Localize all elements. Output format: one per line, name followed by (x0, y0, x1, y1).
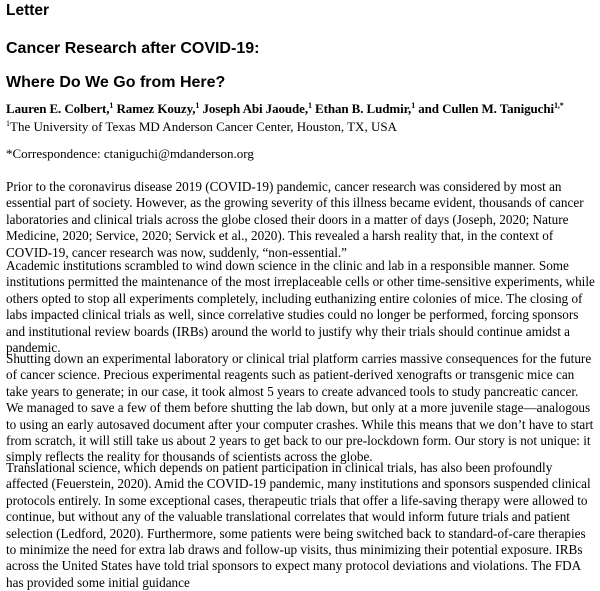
affiliation (6, 119, 397, 135)
body-paragraph: Prior to the coronavirus disease 2019 (COVID-19) pandemic, cancer research was considered by most an essential part of society. However, as the growing severity of this illness became evident, thousands of cancer laboratories and clinical trials across the globe closed their doors in a matter of days (Joseph, 2020; Nature Medicine, 2020; Service, 2020; Servick et al., 2020). This revealed a harsh reality that, in the context of COVID-19, cancer research was now, suddenly, “non-essential.” (6, 179, 584, 260)
author-affiliation-mark: 1 (109, 101, 114, 110)
author-name: Lauren E. Colbert, (6, 101, 110, 116)
body-paragraph: Shutting down an experimental laboratory or clinical trial platform carries massive consequences for the future of cancer science. Precious experimental reagents such as patient-derived xenografts or transgenic mice can take years to generate; in our case, it took almost 5 years to create advanced tools to study pancreatic cancer. We managed to save a few of them before shutting the lab down, but only at a more juvenile stage—analogous to using an early autosaved document after your computer crashes. While this means that we don’t have to start from scratch, it will still take us about 2 years to get back to our pre-lockdown form. Our story is not unique: it simply reflects the reality for thousands of scientists across the globe. (6, 351, 594, 465)
article-type-label: Letter (6, 2, 50, 19)
author-name: and Cullen M. Taniguchi (418, 101, 554, 116)
correspondence-line: *Correspondence: ctaniguchi@mdanderson.org (6, 146, 254, 161)
author-affiliation-mark: 1 (195, 101, 200, 110)
author-affiliation-mark: 1 (411, 101, 416, 110)
affiliation-mark: 1 (6, 119, 10, 128)
author-list (6, 101, 564, 117)
document-page (6, 0, 595, 590)
article-title-line-1: Cancer Research after COVID-19: (6, 40, 260, 57)
article-title-line-2: Where Do We Go from Here? (6, 74, 226, 91)
author-affiliation-mark: 1,* (553, 101, 564, 110)
body-paragraph: Translational science, which depends on patient participation in clinical trials, has also been profoundly affected (Feuerstein, 2020). Amid the COVID-19 pandemic, many institutions and sponsors suspended clinical protocols entirely. In some exceptional cases, therapeutic trials that offer a life-saving therapy were allowed to continue, but without any of the valuable translational correlates that would inform future trials and patient selection (Ledford, 2020). Furthermore, some patients were being switched back to standard-of-care therapies to minimize the need for extra lab draws and follow-up visits, thus minimizing their potential exposure. IRBs across the United States have told trial sponsors to expect many protocol deviations and violations. The FDA has provided some initial guidance (6, 460, 591, 590)
affiliation-text: The University of Texas MD Anderson Cancer Center, Houston, TX, USA (10, 119, 397, 134)
body-paragraph: Academic institutions scrambled to wind down science in the clinic and lab in a responsible manner. Some institutions permitted the maintenance of the most irreplaceable cells or other time-sensitive experiments, while others opted to stop all experiments completely, including euthanizing entire colonies of mice. The closing of labs impacted clinical trials as well, since correlative studies could no longer be performed, forcing sponsors and institutional review boards (IRBs) around the world to justify why their trials should continue amidst a pandemic. (6, 258, 595, 356)
author-affiliation-mark: 1 (307, 101, 312, 110)
author-name: Ramez Kouzy, (116, 101, 196, 116)
author-name: Joseph Abi Jaoude, (202, 101, 308, 116)
author-name: Ethan B. Ludmir, (315, 101, 412, 116)
